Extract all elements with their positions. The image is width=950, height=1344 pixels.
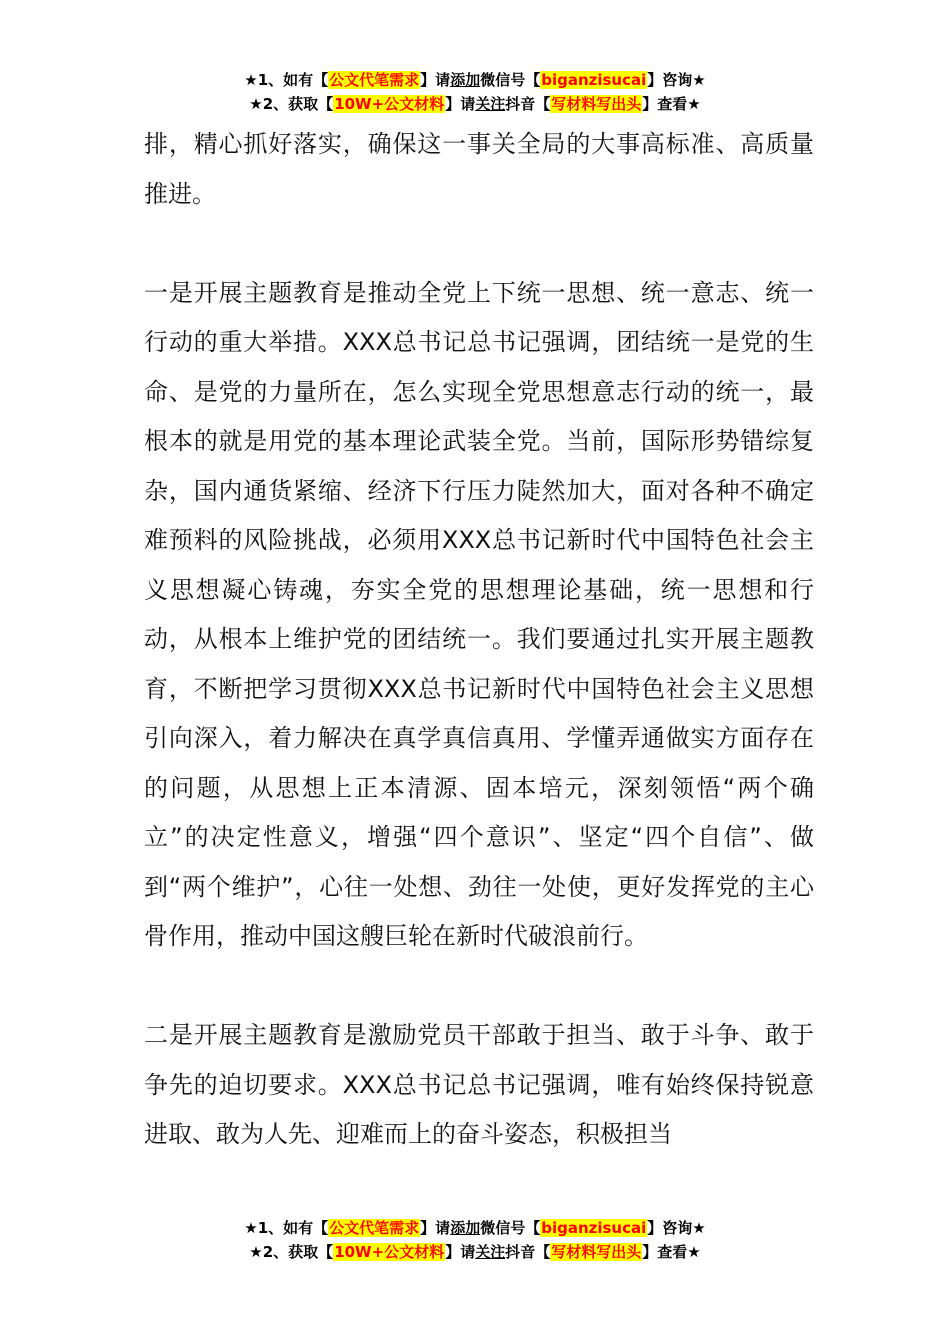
- document-body: [144, 120, 814, 1160]
- promo-highlight: 10W+公文材料: [334, 95, 445, 113]
- promo-text: ★1、如有【: [244, 71, 329, 89]
- promo-highlight: biganzisucai: [541, 1219, 647, 1237]
- promo-text: 】请: [420, 1219, 451, 1237]
- paragraph-continuation: 排，精心抓好落实，确保这一事关全局的大事高标准、高质量推进。: [144, 130, 814, 208]
- promo-line-1: [0, 68, 950, 92]
- promo-underlined: 关注: [475, 1243, 506, 1261]
- promo-text: 】请: [445, 1243, 476, 1261]
- paragraph-point-two: 二是开展主题教育是激励党员干部敢于担当、敢于斗争、敢于争先的迫切要求。XXX总书记总书记强调，唯有始终保持锐意进取、敢为人先、迎难而上的奋斗姿态，积极担当: [144, 1021, 814, 1148]
- promo-highlight: 公文代笔需求: [329, 71, 420, 89]
- promo-text: 】咨询★: [647, 1219, 706, 1237]
- paragraph-gap: [144, 219, 814, 269]
- promo-line-2: [0, 92, 950, 116]
- promo-underlined: 添加: [450, 1219, 481, 1237]
- paragraph-gap: [144, 962, 814, 1012]
- promo-text: ★2、获取【: [249, 95, 334, 113]
- promo-text: 微信号【: [480, 71, 541, 89]
- promo-underlined: 添加: [450, 71, 481, 89]
- promo-highlight: biganzisucai: [541, 71, 647, 89]
- promo-line-1: [0, 1216, 950, 1240]
- promo-text: 】咨询★: [647, 71, 706, 89]
- promo-highlight: 10W+公文材料: [334, 1243, 445, 1261]
- promo-text: 】查看★: [642, 95, 701, 113]
- promo-text: 抖音【: [505, 95, 551, 113]
- promo-highlight: 公文代笔需求: [329, 1219, 420, 1237]
- promo-text: 微信号【: [480, 1219, 541, 1237]
- promo-highlight: 写材料写出头: [551, 1243, 642, 1261]
- promo-text: ★2、获取【: [249, 1243, 334, 1261]
- promo-text: 】请: [445, 95, 476, 113]
- promo-text: 】请: [420, 71, 451, 89]
- paragraph-point-one: 一是开展主题教育是推动全党上下统一思想、统一意志、统一行动的重大举措。XXX总书记总书记强调，团结统一是党的生命、是党的力量所在，怎么实现全党思想意志行动的统一，最根本的就是用党的基本理论武装全党。当前，国际形势错综复杂，国内通货紧缩、经济下行压力陡然加大，面对各种不确定难预料的风险挑战，必须用XXX总书记新时代中国特色社会主义思想凝心铸魂，夯实全党的思想理论基础，统一思想和行动，从根本上维护党的团结统一。我们要通过扎实开展主题教育，不断把学习贯彻XXX总书记新时代中国特色社会主义思想引向深入，着力解决在真学真信真用、学懂弄通做实方面存在的问题，从思想上正本清源、固本培元，深刻领悟“两个确立”的决定性意义，增强“四个意识”、坚定“四个自信”、做到“两个维护”，心往一处想、劲往一处使，更好发挥党的主心骨作用，推动中国这艘巨轮在新时代破浪前行。: [144, 278, 814, 950]
- header-promo-banner: [0, 68, 950, 116]
- promo-line-2: [0, 1240, 950, 1264]
- promo-highlight: 写材料写出头: [551, 95, 642, 113]
- promo-text: 】查看★: [642, 1243, 701, 1261]
- footer-promo-banner: [0, 1216, 950, 1264]
- promo-text: 抖音【: [505, 1243, 551, 1261]
- promo-underlined: 关注: [475, 95, 506, 113]
- promo-text: ★1、如有【: [244, 1219, 329, 1237]
